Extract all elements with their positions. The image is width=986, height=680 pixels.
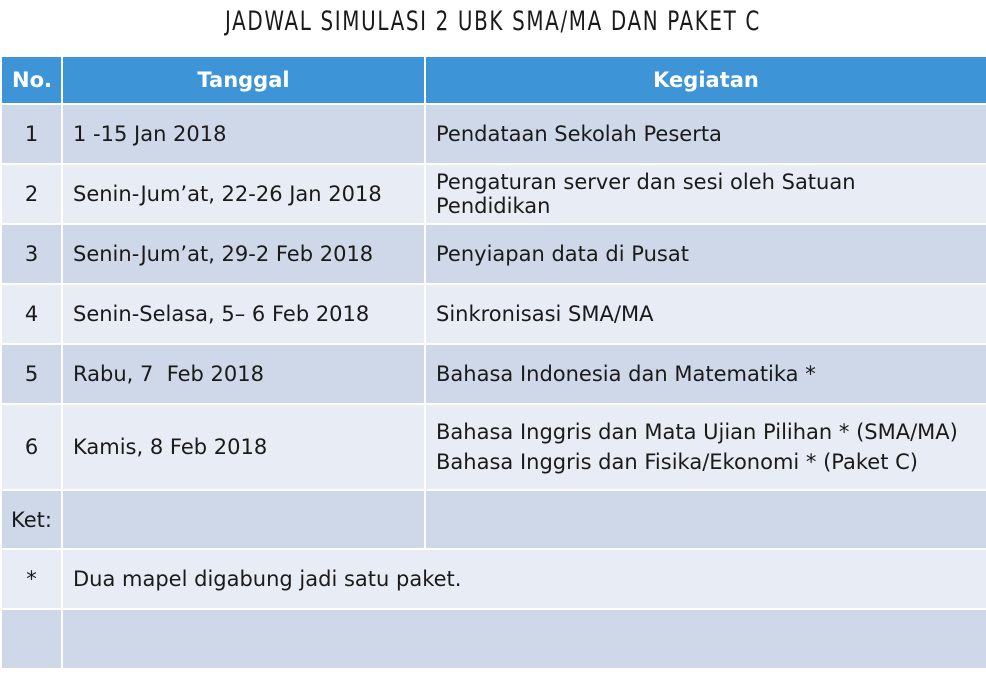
table-row [1, 344, 986, 404]
row-number: 4 [1, 284, 62, 344]
note-symbol: * [1, 549, 62, 609]
page-title: JADWAL SIMULASI 2 UBK SMA/MA DAN PAKET C [225, 6, 761, 37]
row-date: Rabu, 7 Feb 2018 [62, 344, 425, 404]
table-header-row [1, 56, 986, 104]
ket-row [1, 490, 986, 549]
row-activity: Pendataan Sekolah Peserta [425, 104, 986, 164]
row-date: Senin-Selasa, 5– 6 Feb 2018 [62, 284, 425, 344]
row-number: 2 [1, 164, 62, 224]
row-activity: Pengaturan server dan sesi oleh Satuan Pendidikan [425, 164, 986, 224]
empty-cell [1, 609, 62, 669]
header-no: No. [1, 56, 62, 104]
header-kegiatan: Kegiatan [425, 56, 986, 104]
schedule-table [0, 55, 986, 670]
table-row [1, 164, 986, 224]
table-row [1, 104, 986, 164]
row-date: Senin-Jum’at, 22-26 Jan 2018 [62, 164, 425, 224]
row-date: Kamis, 8 Feb 2018 [62, 404, 425, 490]
row-activity-line: Bahasa Inggris dan Fisika/Ekonomi * (Paket C) [436, 450, 918, 474]
empty-row [1, 609, 986, 669]
ket-label: Ket: [1, 490, 62, 549]
table-row [1, 284, 986, 344]
header-tanggal: Tanggal [62, 56, 425, 104]
row-number: 6 [1, 404, 62, 490]
note-row [1, 549, 986, 609]
row-number: 5 [1, 344, 62, 404]
row-date: Senin-Jum’at, 29-2 Feb 2018 [62, 224, 425, 284]
row-date: 1 -15 Jan 2018 [62, 104, 425, 164]
empty-cell [425, 490, 986, 549]
row-activity: Penyiapan data di Pusat [425, 224, 986, 284]
table-row [1, 404, 986, 490]
empty-cell [62, 490, 425, 549]
empty-cell [62, 609, 986, 669]
table-row [1, 224, 986, 284]
row-number: 1 [1, 104, 62, 164]
row-activity: Sinkronisasi SMA/MA [425, 284, 986, 344]
row-activity: Bahasa Indonesia dan Matematika * [425, 344, 986, 404]
row-activity-line: Bahasa Inggris dan Mata Ujian Pilihan * (SMA/MA) [436, 420, 958, 444]
note-text: Dua mapel digabung jadi satu paket. [62, 549, 986, 609]
row-activity [425, 404, 986, 490]
row-number: 3 [1, 224, 62, 284]
